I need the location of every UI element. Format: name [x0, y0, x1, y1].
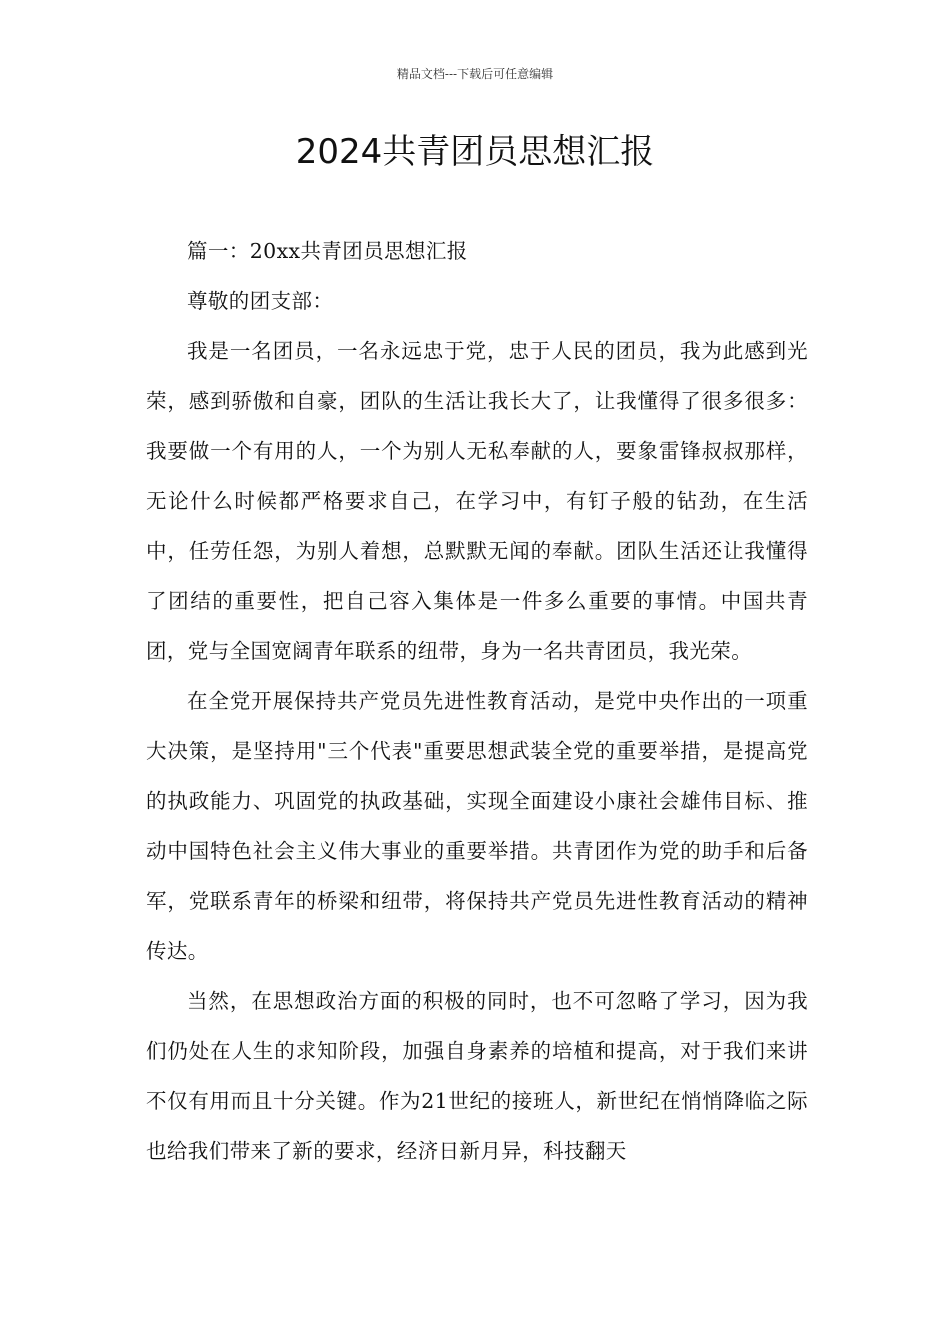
- document-body: [146, 226, 808, 1176]
- body-paragraph: 当然，在思想政治方面的积极的同时，也不可忽略了学习，因为我们仍处在人生的求知阶段，加强自身素养的培植和提高，对于我们来讲不仅有用而且十分关键。作为21世纪的接班人，新世纪在悄悄降临之际也给我们带来了新的要求，经济日新月异，科技翻天: [146, 989, 808, 1163]
- header-note: 精品文档---下载后可任意编辑: [396, 67, 554, 81]
- body-paragraph: 我是一名团员，一名永远忠于党，忠于人民的团员，我为此感到光荣，感到骄傲和自豪，团队的生活让我长大了，让我懂得了很多很多：我要做一个有用的人，一个为别人无私奉献的人，要象雷锋叔叔那样，无论什么时候都严格要求自己，在学习中，有钉子般的钻劲，在生活中，任劳任怨，为别人着想，总默默无闻的奉献。团队生活还让我懂得了团结的重要性，把自己容入集体是一件多么重要的事情。中国共青团，党与全国宽阔青年联系的纽带，身为一名共青团员，我光荣。: [146, 339, 808, 663]
- salutation: 尊敬的团支部：: [187, 289, 334, 313]
- body-paragraph: 在全党开展保持共产党员先进性教育活动，是党中央作出的一项重大决策，是坚持用"三个代表"重要思想武装全党的重要举措，是提高党的执政能力、巩固党的执政基础，实现全面建设小康社会雄伟目标、推动中国特色社会主义伟大事业的重要举措。共青团作为党的助手和后备军，党联系青年的桥梁和纽带，将保持共产党员先进性教育活动的精神传达。: [146, 689, 808, 963]
- section-heading: 篇一：20xx共青团员思想汇报: [187, 239, 468, 263]
- document-title: 2024共青团员思想汇报: [295, 132, 655, 172]
